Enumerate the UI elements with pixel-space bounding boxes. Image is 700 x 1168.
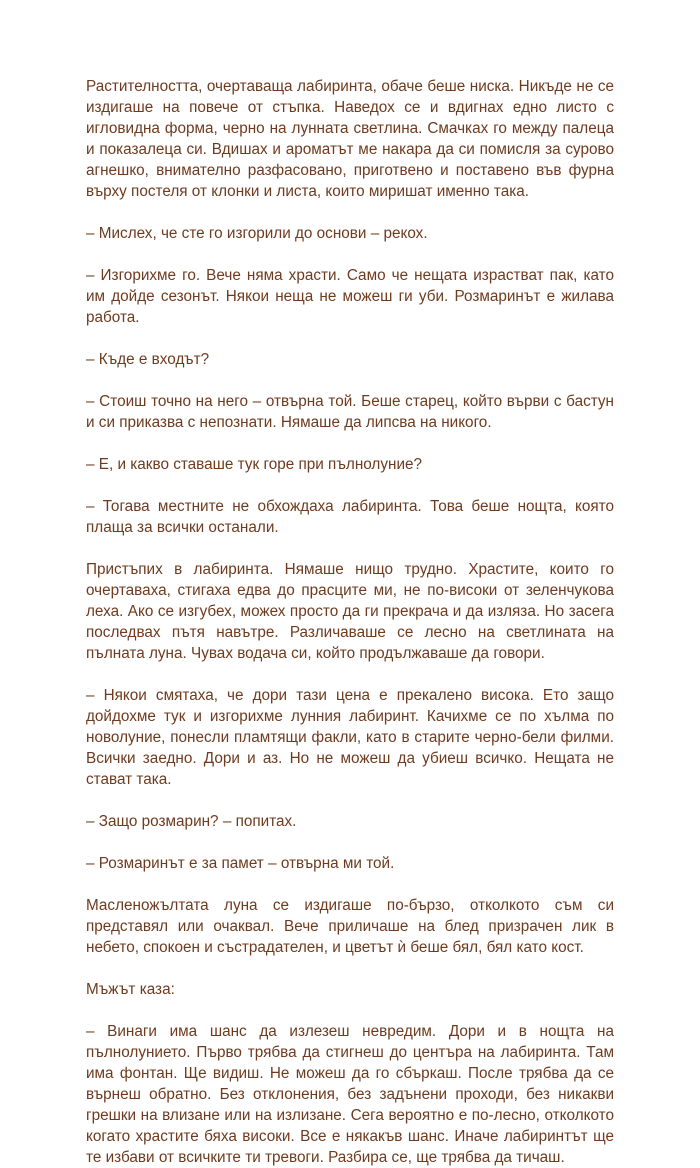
paragraph: – Защо розмарин? – попитах. (86, 813, 297, 830)
paragraph: – Изгорихме го. Вече няма храсти. Само че нещата израстват пак, като им дойде сезонът. Някои неща не можеш ги уби. Розмаринът е жилава работа. (86, 267, 614, 326)
paragraph: Пристъпих в лабиринта. Нямаше нищо трудно. Храстите, които го очертаваха, стигаха едва до прасците ми, не по-високи от зеленчукова леха. Ако се изгубех, можех просто да ги прекрача и да изляза. Но засега последвах пътя навътре. Различаваше се лесно на светлината на пълната луна. Чувах водача си, който продължаваше да говори. (86, 561, 614, 662)
paragraph: – Къде е входът? (86, 351, 210, 368)
paragraph: – Някои смятаха, че дори тази цена е прекалено висока. Ето защо дойдохме тук и изгорихме лунния лабиринт. Качихме се по хълма по новолуние, понесли пламтящи факли, като в старите черно-бели филми. Всички заедно. Дори и аз. Но не можеш да убиеш всичко. Нещата не стават така. (86, 687, 614, 788)
paragraph: – Розмаринът е за памет – отвърна ми той. (86, 855, 395, 872)
paragraph: Растителността, очертаваща лабиринта, обаче беше ниска. Никъде не се издигаше на повече от стъпка. Наведох се и вдигнах едно листо с игловидна форма, черно на лунната светлина. Смачках го между палеца и показалеца си. Вдишах и ароматът ме накара да си помисля за сурово агнешко, внимателно разфасовано, приготвено и поставено във фурна върху постеля от клонки и листа, които миришат именно така. (86, 78, 614, 200)
paragraph: – Тогава местните не обхождаха лабиринта. Това беше нощта, която плаща за всички останали. (86, 498, 614, 536)
paragraph: – Винаги има шанс да излезеш невредим. Дори и в нощта на пълнолунието. Първо трябва да стигнеш до центъра на лабиринта. Там има фонтан. Ще видиш. Не можеш да го сбъркаш. После трябва да се върнеш обратно. Без отклонения, без задънени проходи, без никакви грешки на влизане или на излизане. Сега вероятно е по-лесно, отколкото когато храстите бяха високи. Все е някакъв шанс. Иначе лабиринтът ще те избави от всичките ти тревоги. Разбира се, ще трябва да тичаш. (86, 1023, 614, 1166)
paragraph: Мъжът каза: (86, 981, 175, 998)
paragraph: – Стоиш точно на него – отвърна той. Беше старец, който върви с бастун и си приказва с непознати. Нямаше да липсва на никого. (86, 393, 614, 431)
paragraph: – Е, и какво ставаше тук горе при пълнолуние? (86, 456, 423, 473)
paragraph: Масленожълтата луна се издигаше по-бързо, отколкото съм си представял или очаквал. Вече приличаше на блед призрачен лик в небето, спокоен и състрадателен, и цветът ѝ беше бял, бял като кост. (86, 897, 614, 956)
document-page (86, 76, 614, 1168)
paragraph: – Мислех, че сте го изгорили до основи – рекох. (86, 225, 428, 242)
